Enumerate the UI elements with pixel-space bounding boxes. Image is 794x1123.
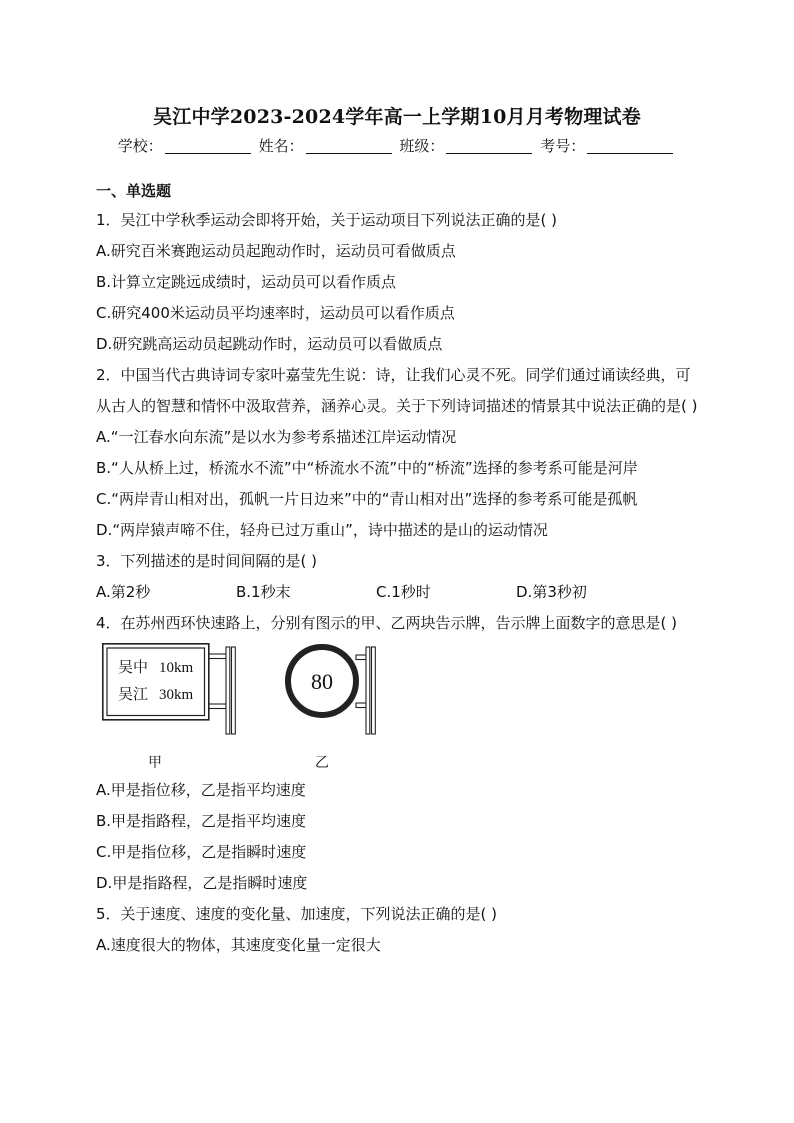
sign-a-row1-place: 吴中 bbox=[118, 660, 149, 676]
sign-a-caption: 甲 bbox=[148, 755, 162, 771]
name-blank[interactable] bbox=[306, 139, 392, 154]
exam-title: 吴江中学2023-2024学年高一上学期10月月考物理试卷 bbox=[153, 106, 641, 128]
sign-b-speed-limit bbox=[288, 647, 375, 734]
q3-stem: 3．下列描述的是时间间隔的是( ) bbox=[96, 552, 318, 570]
section-heading: 一、单选题 bbox=[96, 182, 172, 200]
q1-option-c: C.研究400米运动员平均速率时，运动员可以看作质点 bbox=[96, 304, 455, 322]
q3-option-d: D.第3秒初 bbox=[516, 583, 587, 601]
q4-option-c: C.甲是指位移，乙是指瞬时速度 bbox=[96, 843, 307, 861]
student-info-line bbox=[0, 135, 794, 156]
sign-a-row1-distance: 10km bbox=[159, 660, 194, 676]
road-signs-illustration bbox=[102, 643, 402, 755]
sign-b-caption: 乙 bbox=[315, 755, 329, 771]
exam-number-blank[interactable] bbox=[587, 139, 673, 154]
sign-a-row2-place: 吴江 bbox=[118, 687, 149, 703]
q5-stem: 5．关于速度、速度的变化量、加速度，下列说法正确的是( ) bbox=[96, 905, 498, 923]
q2-option-d: D.“两岸猿声啼不住，轻舟已过万重山”，诗中描述的是山的运动情况 bbox=[96, 521, 548, 539]
q2-option-c: C.“两岸青山相对出，孤帆一片日边来”中的“青山相对出”选择的参考系可能是孤帆 bbox=[96, 490, 638, 508]
sign-b-speed-value: 80 bbox=[311, 669, 333, 694]
class-label: 班级： bbox=[399, 137, 445, 155]
sign-a-distance-board bbox=[103, 644, 236, 734]
q3-option-b: B.1秒末 bbox=[236, 583, 291, 601]
q1-option-b: B.计算立定跳远成绩时，运动员可以看作质点 bbox=[96, 273, 397, 291]
q3-options bbox=[96, 577, 701, 608]
q1-option-a: A.研究百米赛跑运动员起跑动作时，运动员可看做质点 bbox=[96, 242, 456, 260]
school-blank[interactable] bbox=[165, 139, 251, 154]
q4-option-d: D.甲是指路程，乙是指瞬时速度 bbox=[96, 874, 308, 892]
question-list bbox=[96, 178, 701, 961]
q1-option-d: D.研究跳高运动员起跳动作时，运动员可以看做质点 bbox=[96, 335, 443, 353]
school-label: 学校： bbox=[117, 137, 163, 155]
q4-option-a: A.甲是指位移，乙是指平均速度 bbox=[96, 781, 306, 799]
q4-option-b: B.甲是指路程，乙是指平均速度 bbox=[96, 812, 307, 830]
q2-stem: 2．中国当代古典诗词专家叶嘉莹先生说：诗，让我们心灵不死。同学们通过诵读经典，可从古人的智慧和情怀中汲取营养，涵养心灵。关于下列诗词描述的情景其中说法正确的是( ) bbox=[96, 366, 698, 415]
class-blank[interactable] bbox=[446, 139, 532, 154]
q1-stem: 1．吴江中学秋季运动会即将开始，关于运动项目下列说法正确的是( ) bbox=[96, 211, 558, 229]
q4-stem: 4．在苏州西环快速路上，分别有图示的甲、乙两块告示牌，告示牌上面数字的意思是( ) bbox=[96, 614, 678, 632]
exam-number-label: 考号： bbox=[540, 137, 586, 155]
q2-option-a: A.“一江春水向东流”是以水为参考系描述江岸运动情况 bbox=[96, 428, 457, 446]
q5-option-a: A.速度很大的物体，其速度变化量一定很大 bbox=[96, 936, 381, 954]
q4-figure bbox=[96, 639, 701, 775]
q2-option-b: B.“人从桥上过，桥流水不流”中“桥流水不流”中的“桥流”选择的参考系可能是河岸 bbox=[96, 459, 638, 477]
name-label: 姓名： bbox=[258, 137, 304, 155]
sign-a-row2-distance: 30km bbox=[159, 687, 194, 703]
q3-option-a: A.第2秒 bbox=[96, 583, 151, 601]
q3-option-c: C.1秒时 bbox=[376, 583, 431, 601]
